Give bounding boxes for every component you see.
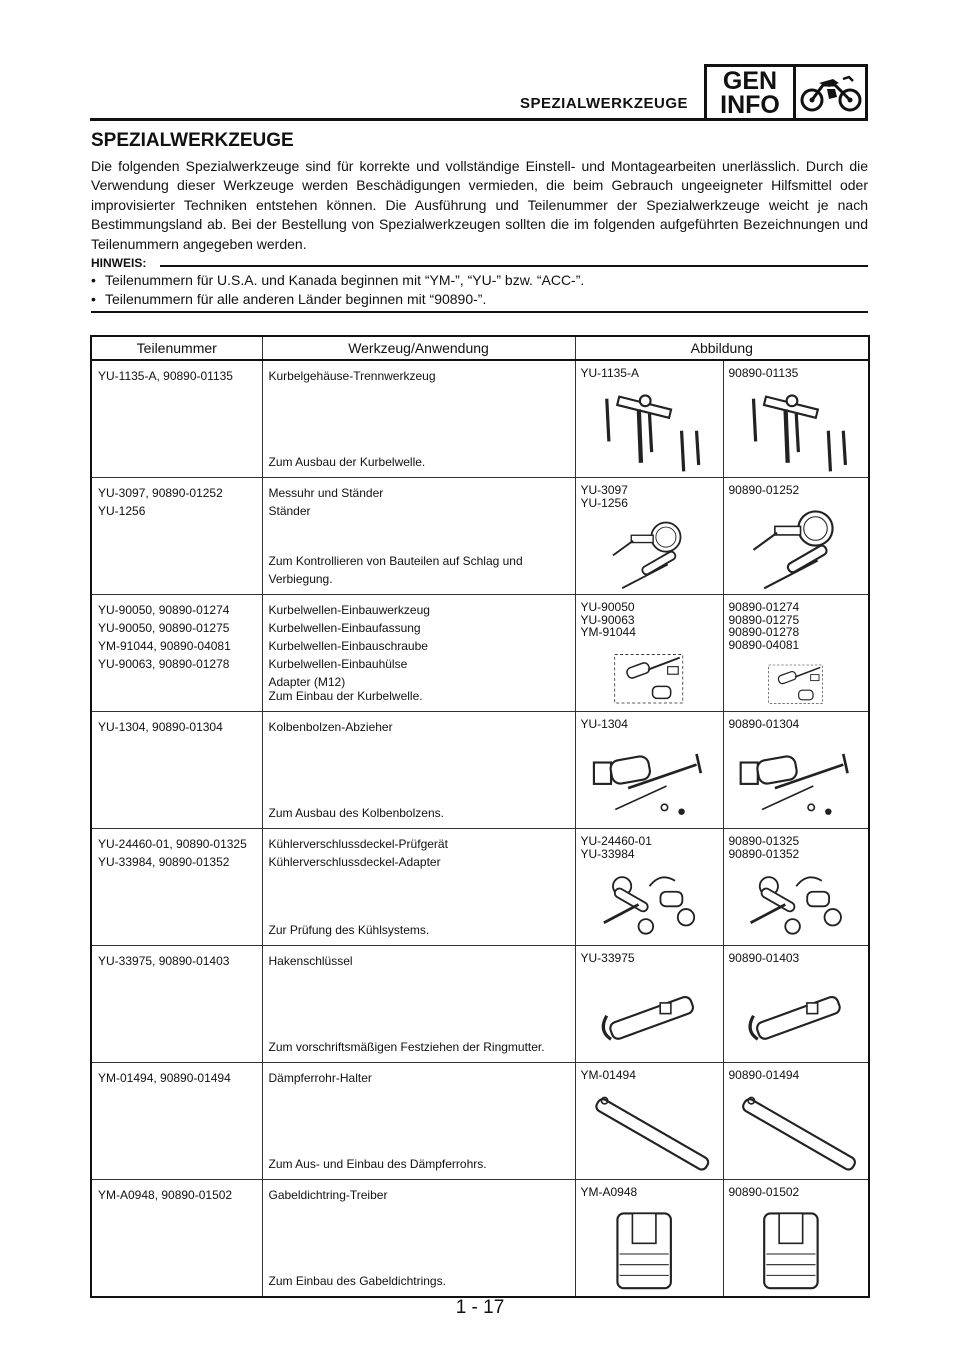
illustration-label: YU-1304 [580,717,628,731]
table-row [91,712,869,829]
table-row [91,360,869,478]
illustration-cell [575,946,723,1063]
illustration-cell [575,360,723,478]
tool-usage-text: Zum Aus- und Einbau des Dämpferrohrs. [268,1157,487,1171]
tool-usage-text: Zum Einbau des Gabeldichtrings. [268,1274,446,1288]
tool-usage-wrap [263,1180,575,1296]
header-illustration: Abbildung [575,336,869,360]
header-rule [90,118,704,121]
damper-rod-holder-icon [584,1090,715,1176]
part-number-cell [91,946,262,1063]
part-number-cell [91,829,262,946]
hook-wrench-icon [732,973,861,1059]
illustration-label: 90890-01274 90890-01275 90890-01278 90890-04081 [728,600,800,652]
part-number-text: YU-3097, 90890-01252 YU-1256 [98,486,223,518]
illustration-label: YU-3097 YU-1256 [580,483,628,510]
illustration-label: 90890-01494 [728,1068,800,1082]
part-number-cell [91,360,262,478]
illustration-wrap [576,595,723,711]
illustration-wrap [724,829,869,945]
crankcase-separator-icon [732,388,861,474]
part-number-cell [91,478,262,595]
fork-seal-driver-icon [732,1207,861,1293]
table-row [91,1180,869,1298]
illustration-label: YU-1135-A [580,366,639,380]
illustration-cell [723,946,869,1063]
gen-info-text [707,67,796,118]
illustration-label: YU-33975 [580,951,635,965]
tool-usage-wrap [263,361,575,477]
illustration-cell [723,1063,869,1180]
illustration-wrap [724,361,869,477]
part-number-cell [91,595,262,712]
illustration-cell [575,595,723,712]
illustration-wrap [724,712,869,828]
illustration-label: YM-A0948 [580,1185,638,1199]
header-part-number: Teilenummer [91,336,262,360]
tool-name-text: Kolbenbolzen-Abzieher [268,720,393,734]
radiator-cap-tester-icon [584,868,715,941]
note-end-rule [91,311,868,313]
illustration-wrap [724,595,869,711]
tool-name-text: Messuhr und Ständer Ständer [268,486,384,518]
illustration-label: 90890-01135 [728,366,799,380]
fork-seal-driver-icon [584,1207,715,1293]
illustration-cell [723,712,869,829]
tool-usage-text: Zum Ausbau der Kurbelwelle. [268,455,426,469]
crankshaft-installer-icon [732,659,861,707]
tool-name-text: Kurbelwellen-Einbauwerkzeug Kurbelwellen-Einbaufassung Kurbelwellen-Einbauschraube Kurbelwellen-Einbauhülse Adapter (M12) [268,603,430,689]
badge-line-2: INFO [720,90,780,119]
illustration-label: 90890-01502 [728,1185,800,1199]
table-header-row [91,336,869,360]
illustration-cell [723,595,869,712]
illustration-label: YU-90050 YU-90063 YM-91044 [580,600,636,639]
illustration-cell [723,829,869,946]
note-rule [160,265,868,267]
header-tool-usage: Werkzeug/Anwendung [262,336,575,360]
table-row [91,946,869,1063]
dial-gauge-icon [584,517,715,590]
tool-usage-cell [262,595,575,712]
tool-usage-wrap [263,1063,575,1179]
motorcycle-icon [796,67,865,118]
tool-name-text: Dämpferrohr-Halter [268,1071,372,1085]
part-number-text: YU-24460-01, 90890-01325 YU-33984, 90890-01352 [98,837,247,869]
illustration-wrap [576,1180,723,1296]
tool-name-text: Kurbelgehäuse-Trennwerkzeug [268,369,436,383]
part-number-text: YU-33975, 90890-01403 [98,954,230,968]
illustration-cell [575,1180,723,1298]
crankshaft-installer-icon [584,647,715,708]
tool-usage-text: Zum vorschriftsmäßigen Festziehen der Ringmutter. [268,1040,545,1054]
dial-gauge-icon [732,505,861,591]
illustration-cell [575,829,723,946]
tool-usage-cell [262,946,575,1063]
illustration-wrap [576,946,723,1062]
illustration-wrap [724,1180,869,1296]
badge-line-1: GEN [722,66,778,95]
part-number-text: YM-01494, 90890-01494 [98,1071,231,1085]
tool-usage-wrap [263,595,575,711]
illustration-label: 90890-01403 [728,951,800,965]
illustration-wrap [576,712,723,828]
illustration-cell [575,478,723,595]
illustration-label: YM-01494 [580,1068,636,1082]
note-label: HINWEIS: [91,256,147,270]
intro-paragraph: Die folgenden Spezialwerkzeuge sind für korrekte und vollständige Einstell- und Montagearbeiten unerlässlich. Durch die Verwendung dieser Werkzeuge werden Beschädigungen vermieden, die beim Gebrauch ungeeigneter Hilfsmittel oder improvisierter Techniken entstehen können. Die Ausführung und Teilenummer der Spezialwerkzeuge weicht je nach Bestimmungsland ab. Bei der Bestellung von Spezialwerkzeugen sollten die im folgenden aufgeführten Bezeichnungen und Teilenummern angegeben werden. [91,158,868,252]
illustration-label: 90890-01325 90890-01352 [728,834,800,861]
page-number: 1 - 17 [455,1297,505,1318]
tool-usage-cell [262,1063,575,1180]
illustration-wrap [576,478,723,594]
piston-pin-puller-icon [584,739,715,825]
part-number-text: YU-1304, 90890-01304 [98,720,223,734]
gen-info-badge [704,64,868,121]
illustration-cell [723,1180,869,1298]
tool-usage-wrap [263,712,575,828]
tool-name-text: Hakenschlüssel [268,954,353,968]
damper-rod-holder-icon [732,1090,861,1176]
illustration-cell [575,1063,723,1180]
illustration-wrap [576,1063,723,1179]
illustration-wrap [576,361,723,477]
tool-usage-text: Zum Ausbau des Kolbenbolzens. [268,806,444,820]
running-header-title: SPEZIALWERKZEUGE [520,95,689,112]
illustration-label: YU-24460-01 YU-33984 [580,834,652,861]
table-row [91,595,869,712]
illustration-cell [723,360,869,478]
illustration-wrap [576,829,723,945]
note-item: • Teilenummern für U.S.A. und Kanada beginnen mit “YM-”, “YU-” bzw. “ACC-”. [91,271,584,290]
tool-usage-wrap [263,478,575,594]
illustration-wrap [724,478,869,594]
table-row [91,1063,869,1180]
tool-name-text: Gabeldichtring-Treiber [268,1188,388,1202]
note-item: • Teilenummern für alle anderen Länder beginnen mit “90890-”. [91,290,584,309]
illustration-wrap [724,946,869,1062]
illustration-label: 90890-01252 [728,483,800,497]
crankcase-separator-icon [584,388,715,474]
illustration-label: 90890-01304 [728,717,800,731]
note-list [91,271,584,309]
tool-usage-wrap [263,829,575,945]
tool-usage-wrap [263,946,575,1062]
illustration-wrap [724,1063,869,1179]
section-title: SPEZIALWERKZEUGE [91,130,294,151]
illustration-cell [575,712,723,829]
part-number-cell [91,712,262,829]
illustration-cell [723,478,869,595]
hook-wrench-icon [584,973,715,1059]
special-tools-table [90,335,870,1298]
tool-usage-text: Zum Kontrollieren von Bauteilen auf Schlag und Verbiegung. [268,554,523,586]
tool-usage-text: Zum Einbau der Kurbelwelle. [268,689,423,703]
part-number-text: YU-1135-A, 90890-01135 [98,369,233,383]
tool-usage-cell [262,1180,575,1298]
part-number-cell [91,1063,262,1180]
tool-usage-cell [262,829,575,946]
part-number-text: YU-90050, 90890-01274 YU-90050, 90890-01275 YM-91044, 90890-04081 YU-90063, 90890-01278 [98,603,231,671]
table-row [91,478,869,595]
part-number-text: YM-A0948, 90890-01502 [98,1188,233,1202]
piston-pin-puller-icon [732,739,861,825]
table-row [91,829,869,946]
tool-usage-cell [262,478,575,595]
radiator-cap-tester-icon [732,868,861,941]
tool-name-text: Kühlerverschlussdeckel-Prüfgerät Kühlerverschlussdeckel-Adapter [268,837,448,869]
tool-usage-cell [262,360,575,478]
part-number-cell [91,1180,262,1298]
tool-usage-cell [262,712,575,829]
tool-usage-text: Zur Prüfung des Kühlsystems. [268,923,430,937]
